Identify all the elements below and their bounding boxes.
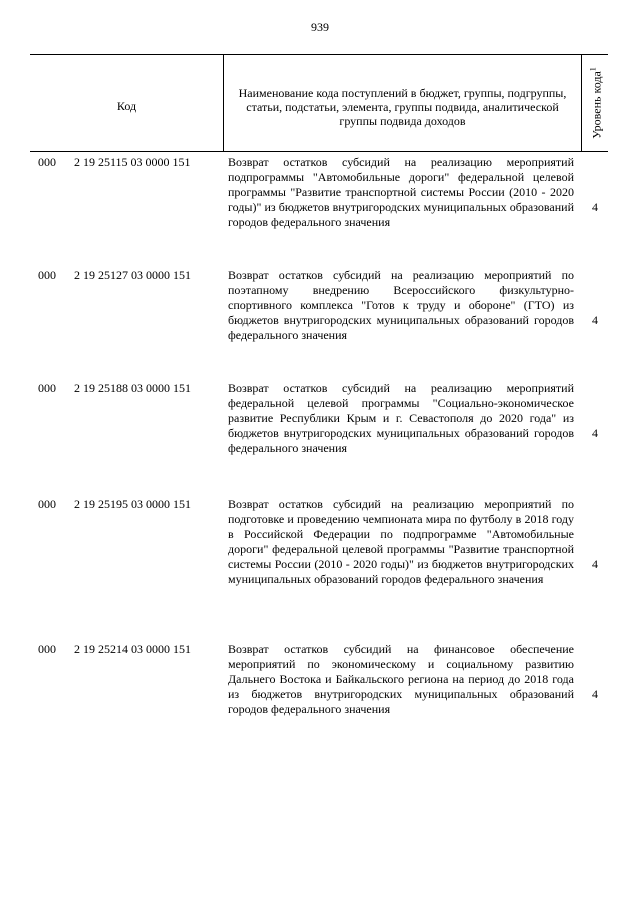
row-code: 2 19 25115 03 0000 151 <box>74 155 191 169</box>
header-name-label: Наименование кода поступлений в бюджет, группы, подгруппы, статьи, подстатьи, элемента, группы подвида, аналитической группы подвида доходов <box>238 86 567 128</box>
table-header <box>30 54 608 152</box>
row-name: Возврат остатков субсидий на реализацию мероприятий по поэтапному внедрению Всероссийского физкультурно-спортивного комплекса "Готов к труду и обороне" (ГТО) из бюджетов внутригородских муниципальных образований городов федерального значения <box>228 268 574 342</box>
row-name: Возврат остатков субсидий на реализацию мероприятий по подготовке и проведению чемпионата мира по футболу в 2018 году в Российской Федерации по подпрограмме "Автомобильные дороги" федеральной целевой программы "Развитие транспортной системы России (2010 - 2020 годы)" из бюджетов внутригородских муниципальных образований городов федерального значения <box>228 497 574 586</box>
row-prefix: 000 <box>38 642 56 656</box>
header-level-footnote: 1 <box>588 67 598 72</box>
row-name: Возврат остатков субсидий на финансовое обеспечение мероприятий по экономическому и социальному развитию Дальнего Востока и Байкальского региона на период до 2018 года из бюджетов внутригородских муниципальных образований городов федерального значения <box>228 642 574 716</box>
header-level-label: Уровень кода <box>589 71 604 139</box>
header-code-cell <box>30 55 224 151</box>
row-level: 4 <box>592 557 598 571</box>
table-row <box>30 497 608 617</box>
row-code: 2 19 25214 03 0000 151 <box>74 642 191 656</box>
row-prefix: 000 <box>38 268 56 282</box>
row-prefix: 000 <box>38 155 56 169</box>
page-number: 939 <box>311 20 329 34</box>
header-name-cell <box>224 55 582 151</box>
row-prefix: 000 <box>38 497 56 511</box>
table-row <box>30 155 608 245</box>
table-row <box>30 642 608 732</box>
row-level: 4 <box>592 426 598 440</box>
row-code: 2 19 25188 03 0000 151 <box>74 381 191 395</box>
row-prefix: 000 <box>38 381 56 395</box>
row-level: 4 <box>592 313 598 327</box>
row-level: 4 <box>592 687 598 701</box>
row-code: 2 19 25195 03 0000 151 <box>74 497 191 511</box>
header-level-rotated <box>587 67 604 139</box>
header-code-label: Код <box>116 99 137 113</box>
header-level-cell <box>582 55 608 151</box>
row-code: 2 19 25127 03 0000 151 <box>74 268 191 282</box>
row-level: 4 <box>592 200 598 214</box>
table-row <box>30 268 608 358</box>
table-row <box>30 381 608 471</box>
row-name: Возврат остатков субсидий на реализацию мероприятий подпрограммы "Автомобильные дороги" федеральной целевой программы "Развитие транспортной системы России (2010 - 2020 годы)" из бюджетов внутригородских муниципальных образований городов федерального значения <box>228 155 574 229</box>
row-name: Возврат остатков субсидий на реализацию мероприятий федеральной целевой программы "Социально-экономическое развитие Республики Крым и г. Севастополя до 2020 года" из бюджетов внутригородских муниципальных образований городов федерального значения <box>228 381 574 455</box>
